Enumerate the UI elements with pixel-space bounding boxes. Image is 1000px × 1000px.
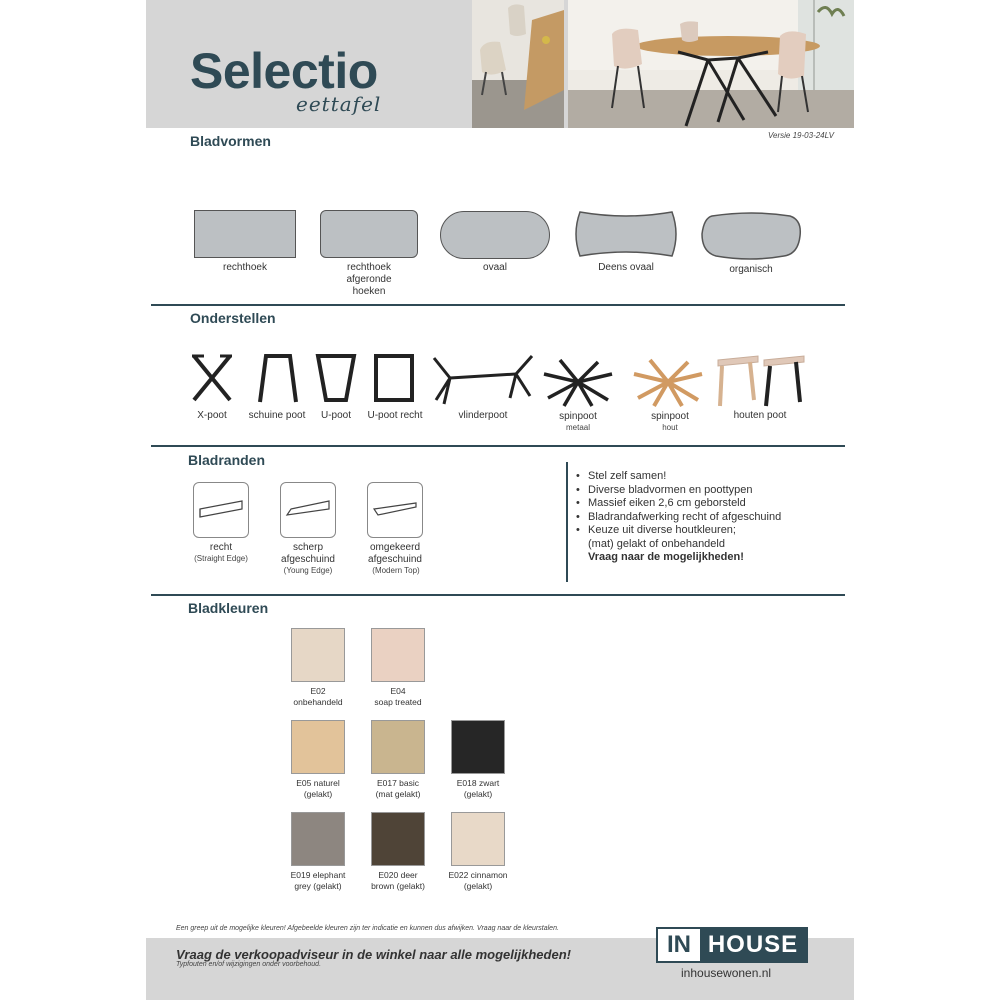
section-title-bladvormen: Bladvormen [190,133,271,149]
leg-sub-metaal: metaal [565,423,590,432]
top-label-rechthoek: rechthoek [223,262,267,273]
color-description: (gelakt) [463,881,493,891]
divider-1 [151,304,845,306]
leg-label-u-recht: U-poot recht [367,410,423,421]
version-label: Versie 19-03-24LV [768,131,834,140]
edge-label-recht: recht [209,542,233,553]
feature-item: • Stel zelf samen! [576,470,781,484]
leg-x-icon [190,352,234,404]
edge-sub-recht: (Straight Edge) [194,554,248,563]
leg-label-x: X-poot [197,410,227,421]
inhouse-logo [656,927,808,963]
color-description: (gelakt) [463,789,493,799]
feature-continuation: (mat) gelakt of onbehandeld [588,537,725,550]
top-shape-organic [698,208,804,262]
top-shape-rounded-rectangle [320,210,418,258]
feature-item: • Massief eiken 2,6 cm geborsteld [576,497,781,511]
edge-sub-omgekeerd: (Modern Top) [372,566,420,575]
leg-label-vlinder: vlinderpoot [458,410,508,421]
top-label-afgerond: rechthoek afgeronde hoeken [346,262,392,297]
color-description: onbehandeld [293,697,343,707]
section-title-onderstellen: Onderstellen [190,310,276,326]
leg-spider-wood-icon [630,356,706,408]
divider-2 [151,445,845,447]
leg-label-spin-metaal: spinpoot [559,411,597,422]
edge-sub-scherp: (Young Edge) [283,566,333,575]
color-description: (gelakt) [303,789,333,799]
color-swatch [451,812,505,866]
feature-item: • Diverse bladvormen en poottypen [576,484,781,498]
color-description: brown (gelakt) [371,881,425,891]
leg-label-schuin: schuine poot [248,410,306,421]
logo-house-text: HOUSE [700,929,806,961]
leg-label-u: U-poot [320,410,351,421]
edge-modern-icon [367,482,423,538]
color-code: E020 deer [378,870,418,880]
feature-item: • Keuze uit diverse houtkleuren; [576,524,781,538]
leg-u-icon [314,352,358,404]
color-code: E019 elephant [290,870,346,880]
color-code: E017 basic [376,778,420,788]
leg-spider-metal-icon [540,356,616,408]
edge-label-omgekeerd: omgekeerd afgeschuind [368,542,422,565]
color-swatch [291,720,345,774]
color-description: grey (gelakt) [294,881,342,891]
colour-disclaimer: Een greep uit de mogelijke kleuren! Afgebeelde kleuren zijn ter indicatie en kunnen dus afwijken. Vraag naar de kleurstalen. [176,925,559,932]
section-title-bladranden: Bladranden [188,452,266,468]
color-code: E022 cinnamon [448,870,508,880]
top-shape-danish-oval [570,206,682,262]
divider-3 [151,594,845,596]
table-photo-right [568,0,854,128]
top-shape-oval [440,211,550,259]
color-code: E04 [390,686,406,696]
color-code: E018 zwart [456,778,500,788]
top-shape-rectangle [194,210,296,258]
footer-message: Vraag de verkoopadviseur in de winkel naar alle mogelijkheden! [176,947,571,962]
color-description: soap treated [374,697,422,707]
color-swatch [371,812,425,866]
website-url: inhousewonen.nl [681,966,772,980]
color-swatch [451,720,505,774]
top-label-ovaal: ovaal [483,262,507,273]
color-swatch [291,628,345,682]
top-label-organisch: organisch [729,264,773,275]
edge-young-icon [280,482,336,538]
color-swatch [371,720,425,774]
color-code: E05 naturel [296,778,340,788]
logo-in-text: IN [658,929,700,961]
leg-sub-hout: hout [662,423,678,432]
leg-wooden-icon [714,352,806,410]
page-title: Selectio [190,43,378,99]
leg-slanted-icon [252,352,298,404]
color-swatch [371,628,425,682]
brochure-page [146,0,854,1000]
page-subtitle: eettafel [296,92,382,116]
feature-item: • Bladrandafwerking recht of afgeschuind [576,511,781,525]
features-list [576,470,781,565]
leg-label-spin-hout: spinpoot [651,411,689,422]
leg-label-houten: houten poot [733,410,787,421]
edge-straight-icon [193,482,249,538]
section-title-bladkleuren: Bladkleuren [188,600,269,616]
features-divider [566,462,568,582]
table-photo-left [472,0,564,128]
color-description: (mat gelakt) [375,789,421,799]
color-swatch [291,812,345,866]
leg-u-straight-icon [372,352,416,404]
top-label-deens-ovaal: Deens ovaal [598,262,654,273]
leg-butterfly-icon [430,352,536,406]
edge-label-scherp: scherp afgeschuind [281,542,335,565]
feature-cta: Vraag naar de mogelijkheden! [588,551,744,563]
footer-disclaimer: Typfouten en/of wijzigingen onder voorbehoud. [176,961,322,968]
color-code: E02 [310,686,326,696]
